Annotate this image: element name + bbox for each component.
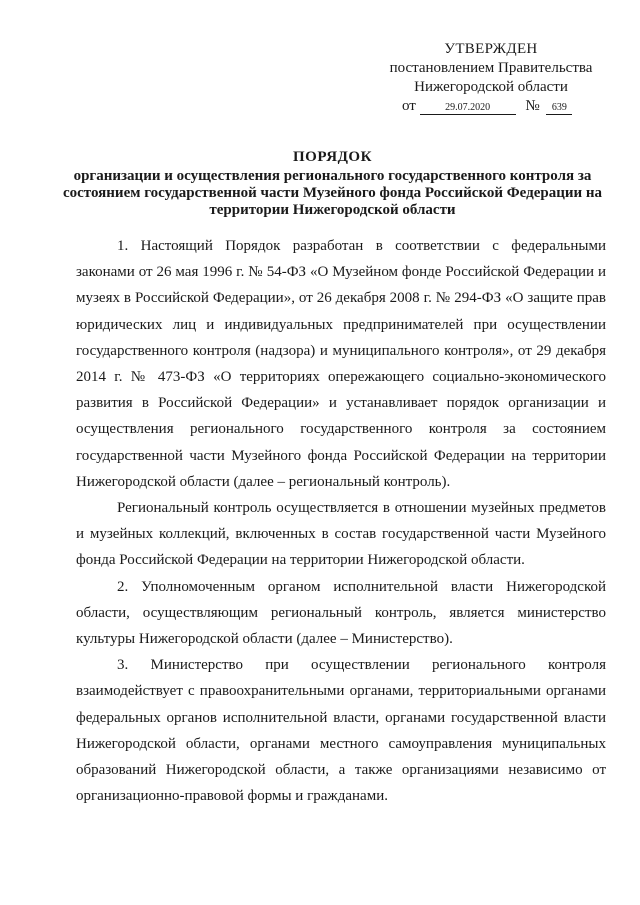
- approval-resolution-line: постановлением Правительства: [389, 60, 593, 76]
- approval-date: 29.07.2020: [420, 102, 516, 115]
- document-title-subtitle: организации и осуществления регионального государственного контроля за состоянием государственной части Музейного фонда Российской Федерации на территории Нижегородской области: [62, 168, 603, 218]
- paragraph: Региональный контроль осуществляется в отношении музейных предметов и музейных коллекций, включенных в состав государственной части Музейного фонда Российской Федерации на территории Нижегородской области.: [76, 500, 606, 569]
- document-body: [76, 233, 606, 809]
- approval-number-sign: №: [525, 98, 540, 114]
- approval-heading: УТВЕРЖДЕН: [444, 41, 538, 57]
- paragraph: 1. Настоящий Порядок разработан в соответствии с федеральными законами от 26 мая 1996 г. № 54-ФЗ «О Музейном фонде Российской Федерации и музеях в Российской Федерации», от 26 декабря 2008 г. № 294-ФЗ «О защите прав юридических лиц и индивидуальных предпринимателей при осуществлении государственного контроля (надзора) и муниципального контроля», от 29 декабря 2014 г. № 473-ФЗ «О территориях опережающего социально-экономического развития в Российской Федерации» и устанавливает порядок организации и осуществления регионального государственного контроля за состоянием государственной части Музейного фонда Российской Федерации на территории Нижегородской области (далее – региональный контроль).: [76, 238, 606, 490]
- approval-date-line: [380, 97, 602, 116]
- paragraph: 2. Уполномоченным органом исполнительной власти Нижегородской области, осуществляющим региональный контроль, является министерство культуры Нижегородской области (далее – Министерство).: [76, 578, 606, 648]
- document-title: [60, 149, 605, 219]
- paragraph: 3. Министерство при осуществлении регионального контроля взаимодействует с правоохранительными органами, территориальными органами федеральных органов исполнительной власти, органами государственной власти Нижегородской области, органами местного самоуправления муниципальных образований Нижегородской области, а также организациями независимо от организационно-правовой формы и гражданами.: [76, 657, 606, 805]
- approval-number: 639: [546, 102, 572, 115]
- approval-region-line: Нижегородской области: [414, 79, 568, 95]
- approval-date-prefix: от: [402, 98, 416, 114]
- approval-stamp: [380, 40, 602, 116]
- document-title-main: ПОРЯДОК: [293, 149, 372, 165]
